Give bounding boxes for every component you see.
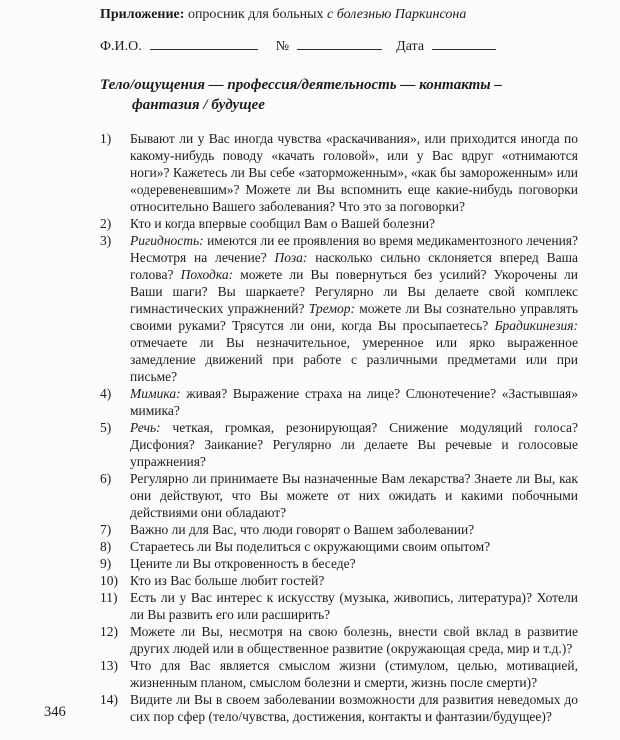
list-item [100, 232, 578, 385]
item-number: 2) [100, 215, 112, 231]
questionnaire-list [100, 130, 578, 725]
item-number: 5) [100, 419, 112, 435]
list-item [100, 521, 578, 538]
date-blank [432, 36, 496, 50]
item-number: 3) [100, 232, 112, 248]
item-text: Регулярно ли принимаете Вы назначенные Вам лекарства? Знаете ли Вы, как они действуют, что Вы можете от них ожидать и какими побочными действиями они обладают? [130, 470, 578, 520]
list-item [100, 419, 578, 470]
item-text: Ригидность: имеются ли ее проявления во время медикаментозного лечения? Несмотря на лечение? Поза: насколько сильно склоняется вперед Ваша голова? Походка: можете ли Вы повернуться без усилий? Укорочены ли Ваши шаги? Вы шаркаете? Регулярно ли Вы делаете свой комплекс гимнастических упражнений? Тремор: можете ли Вы сознательно управлять своими руками? Трясутся ли они, когда Вы просыпаетесь? Брадикинезия: отмечаете ли Вы незначительное, умеренное или ярко выраженное замедление движений при работе с различными предметами или при письме? [130, 232, 578, 384]
list-item [100, 657, 578, 691]
date-label: Дата [396, 39, 425, 55]
item-number: 8) [100, 538, 112, 554]
list-item [100, 691, 578, 725]
list-item [100, 555, 578, 572]
item-number: 9) [100, 555, 112, 571]
page-number: 346 [44, 704, 66, 720]
item-number: 14) [100, 691, 118, 707]
fio-blank [150, 36, 258, 50]
appendix-text: опросник для больных [184, 7, 328, 22]
item-text: Стараетесь ли Вы поделиться с окружающими своим опытом? [130, 538, 491, 554]
list-item [100, 385, 578, 419]
item-number: 10) [100, 572, 118, 588]
appendix-disease: с болезнью Паркинсона [327, 7, 467, 22]
item-text: Мимика: живая? Выражение страха на лице? Слюнотечение? «Застывшая» мимика? [130, 385, 578, 418]
item-number: 4) [100, 385, 112, 401]
item-text: Кто и когда впервые сообщил Вам о Вашей болезни? [130, 215, 436, 231]
section-title-line1: Тело/ощущения — профессия/деятельность — контакты – [100, 77, 502, 94]
item-number: 7) [100, 521, 112, 537]
item-text: Видите ли Вы в своем заболевании возможности для развития неведомых до сих пор сфер (тело/чувства, достижения, контакты и фантазии/будущее)? [130, 691, 578, 724]
item-number: 12) [100, 623, 118, 639]
section-title-line2: фантазия / будущее [132, 97, 265, 114]
item-text: Кто из Вас больше любит гостей? [130, 572, 325, 588]
item-text: Бывают ли у Вас иногда чувства «раскачивания», или приходится иногда по какому-нибудь поводу «качать головой», или у Вас вдруг «отнимаются ноги»? Кажетесь ли Вы себе «заторможенным», «как бы замороженным» или «одеревеневшим»? Можете ли Вы вспомнить еще какие-нибудь поговорки относительно Вашего заболевания? Что это за поговорки? [130, 130, 578, 214]
item-text: Можете ли Вы, несмотря на свою болезнь, внести свой вклад в развитие других людей или в общественное развитие (окружающая среда, мир и т.д.)? [130, 623, 578, 656]
list-item [100, 470, 578, 521]
item-text: Есть ли у Вас интерес к искусству (музыка, живопись, литература)? Хотели ли Вы развить его или расширить? [130, 589, 578, 622]
list-item [100, 623, 578, 657]
item-number: 1) [100, 130, 112, 146]
item-text: Речь: четкая, громкая, резонирующая? Снижение модуляций голоса? Дисфония? Заикание? Регулярно ли делаете Вы речевые и голосовые упражнения? [130, 419, 578, 469]
number-label: № [275, 39, 290, 55]
item-text: Что для Вас является смыслом жизни (стимулом, целью, мотивацией, жизненным планом, смыслом болезни и смерти, жизнь после смерти)? [130, 657, 578, 690]
appendix-label: Приложение: [100, 7, 185, 22]
patient-form-line [100, 36, 578, 55]
item-number: 13) [100, 657, 118, 673]
item-number: 11) [100, 589, 118, 605]
item-text: Цените ли Вы откровенность в беседе? [130, 555, 356, 571]
list-item [100, 589, 578, 623]
fio-label: Ф.И.О. [100, 39, 142, 55]
section-title [100, 75, 578, 116]
list-item [100, 130, 578, 215]
item-text: Важно ли для Вас, что люди говорят о Вашем заболевании? [130, 521, 475, 537]
appendix-header [100, 6, 578, 24]
number-blank [297, 36, 382, 50]
list-item [100, 538, 578, 555]
list-item [100, 572, 578, 589]
item-number: 6) [100, 470, 112, 486]
list-item [100, 215, 578, 232]
